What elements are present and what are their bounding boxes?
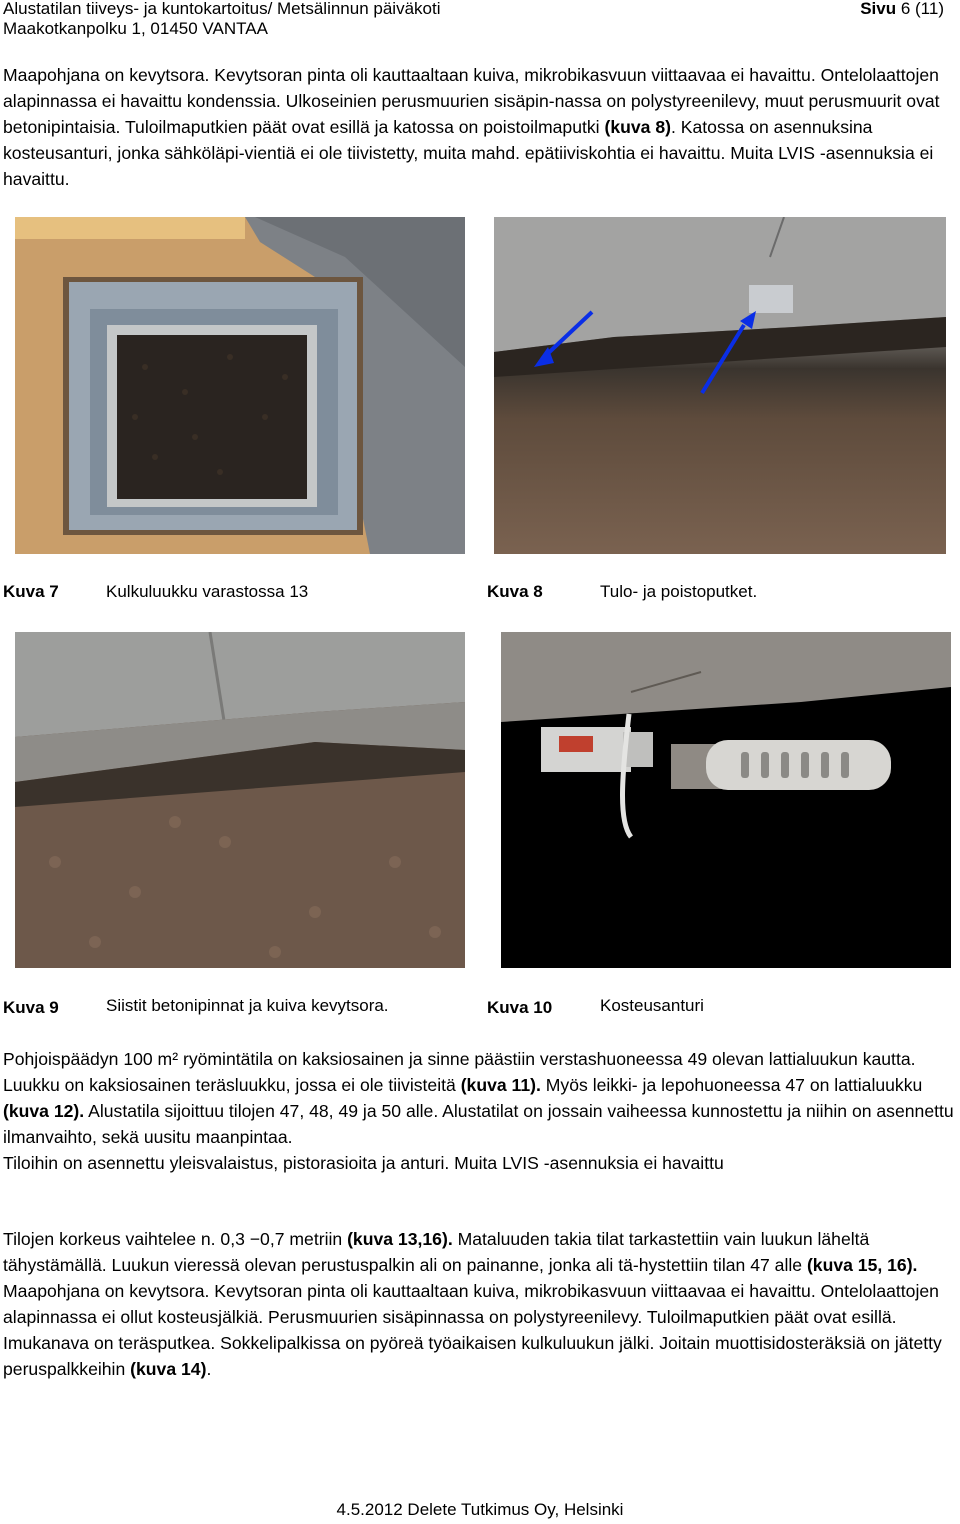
figure-7-caption: Kulkuluukku varastossa 13 [106,582,309,601]
figure-8-caption: Tulo- ja poistoputket. [600,582,758,601]
photo-floor-hatch [15,217,465,554]
page-label: Sivu [860,0,897,18]
intro-paragraph [3,62,958,192]
header-title-line1: Alustatilan tiiveys- ja kuntokartoitus/ Metsälinnun päiväkoti [3,0,441,18]
body1-text-1: Pohjoispäädyn 100 m² ryömintätila on kaksiosainen ja sinne päästiin verstashuoneessa 49 olevan lattialuukun kautta. Luukku on kaksiosainen teräsluukku, jossa ei ole tiivisteitä [3,1049,916,1095]
body2-text-3: Maapohjana on kevytsora. Kevytsoran pinta oli kauttaaltaan kuiva, mikrobikasvuun viittaavaa ei havaittu. Ontelolaattojen alapinnassa ei ollut kosteusjälkiä. Perusmuurien sisäpinnassa on polystyreenilevy. Tuloilmaputkien päät ovat esillä. Imukanava on teräsputkea. Sokkelipalkissa on pyöreä työaikaisen kulkuluukun jälki. Joitain muottisidosteräksiä on jätetty peruspalkkeihin [3,1281,942,1379]
body1-ref-2: (kuva 12). [3,1101,85,1121]
header-title-line2: Maakotkanpolku 1, 01450 VANTAA [3,19,268,38]
body1-text-3: Alustatila sijoittuu tilojen 47, 48, 49 ja 50 alle. Alustatilat on jossain vaiheessa kunnostettu ja niihin on asennettu ilmanvaihto, sekä uusitu maanpintaa. [3,1101,954,1147]
page-footer: 4.5.2012 Delete Tutkimus Oy, Helsinki [336,1500,624,1519]
photo-humidity-sensor [501,632,951,968]
body1-text-2: Myös leikki- ja lepohuoneessa 47 on lattialuukku [540,1075,923,1095]
photo-supply-exhaust-pipes [494,217,946,554]
body2-text-2: Mataluuden takia tilat tarkastettiin vain luukun läheltä tähystämällä. Luukun vieressä olevan perustuspalkin ali on painanne, jonka ali tä-hystettiin tilan 47 alle [3,1229,870,1275]
figure-9-label: Kuva 9 [3,998,59,1017]
body2-ref-2: (kuva 15, 16). [806,1255,918,1275]
figure-8-label: Kuva 8 [487,582,543,601]
figure-10-caption: Kosteusanturi [600,996,704,1015]
intro-text-2: . Katossa on asennuksina kosteusanturi, jonka sähköläpi-vientiä ei ole tiivistetty, muita mahd. epätiiviskohtia ei havaittu. Muita LVIS -asennuksia ei havaittu. [3,117,934,189]
body2-text-1: Tilojen korkeus vaihtelee n. 0,3 −0,7 metriin [3,1229,348,1249]
header-page-indicator [860,0,944,19]
figure-9-caption: Siistit betonipinnat ja kuiva kevytsora. [106,996,389,1015]
body1-ref-1: (kuva 11). [460,1075,541,1095]
body2-ref-1: (kuva 13,16). [347,1229,453,1249]
body2-text-4: . [206,1359,212,1379]
body-paragraph-2 [3,1226,958,1382]
body1-last-line: Tiloihin on asennettu yleisvalaistus, pistorasioita ja anturi. Muita LVIS -asennuksia ei havaittu [3,1153,724,1173]
intro-text-1: Maapohjana on kevytsora. Kevytsoran pinta oli kauttaaltaan kuiva, mikrobikasvuun viittaavaa ei havaittu. Ontelolaattojen alapinnassa ei havaittu kondenssia. Ulkoseinien perusmuurien sisäpin-nassa on polystyreenilevy, muut perusmuurit ovat betonipintaisia. Tuloilmaputkien päät ovat esillä ja katossa on poistoilmaputki [3,65,940,137]
photo-concrete-and-gravel [15,632,465,968]
figure-10-label: Kuva 10 [487,998,553,1017]
body2-ref-3: (kuva 14) [130,1359,207,1379]
body-paragraph-1 [3,1046,958,1176]
intro-figure-ref: (kuva 8) [604,117,671,137]
page-number: 6 (11) [900,0,944,18]
figure-7-label: Kuva 7 [3,582,59,601]
